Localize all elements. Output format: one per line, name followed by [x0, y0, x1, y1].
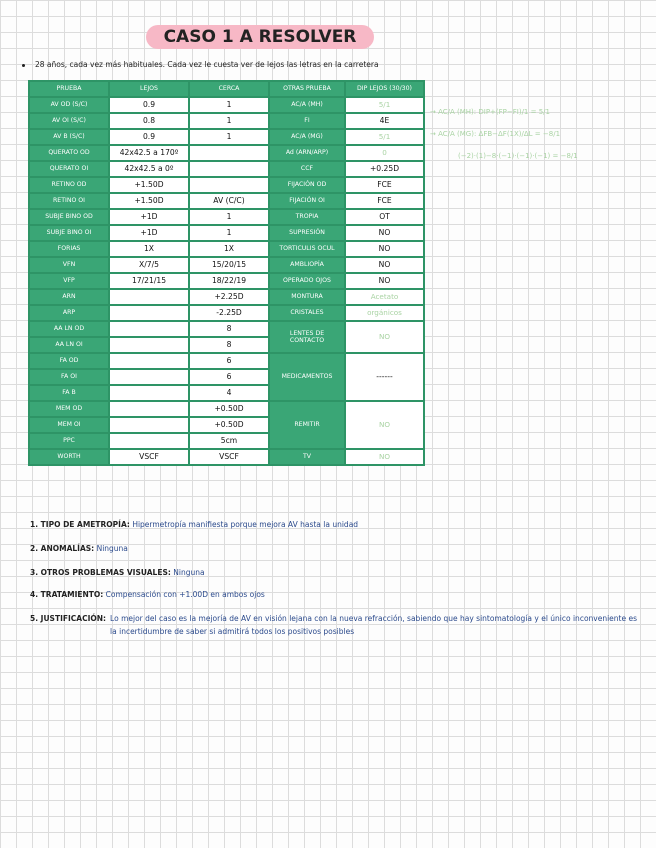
- question-answer: Hipermetropía manifiesta porque mejora AV hasta la unidad: [132, 520, 359, 529]
- row-label: VFP: [29, 273, 109, 289]
- cerca-value: 6: [189, 369, 269, 385]
- header-lejos: LEJOS: [109, 81, 189, 97]
- row-label: SUBJE BINO OI: [29, 225, 109, 241]
- cerca-value: 1: [189, 129, 269, 145]
- otras-value: FCE: [345, 177, 424, 193]
- otras-value: NO: [345, 241, 424, 257]
- cerca-value: AV (C/C): [189, 193, 269, 209]
- remitir-label: REMITIR: [269, 401, 345, 449]
- exam-table: [28, 80, 425, 466]
- otras-label: CRISTALES: [269, 305, 345, 321]
- otras-label: MONTURA: [269, 289, 345, 305]
- row-label: WORTH: [29, 449, 109, 465]
- lejos-value: +1.50D: [109, 177, 189, 193]
- cerca-value: 15/20/15: [189, 257, 269, 273]
- row-label: ARP: [29, 305, 109, 321]
- note-line: (−2)·(1)−8·(−1)·(−1)·(−1) = −8/1: [458, 152, 578, 160]
- lejos-value: 0.9: [109, 129, 189, 145]
- row-label: QUERATO OD: [29, 145, 109, 161]
- header-prueba: PRUEBA: [29, 81, 109, 97]
- cerca-value: 4: [189, 385, 269, 401]
- lejos-value: [109, 433, 189, 449]
- otras-label: OPERADO OJOS: [269, 273, 345, 289]
- otras-label: TORTICULIS OCUL: [269, 241, 345, 257]
- row-label: FA OI: [29, 369, 109, 385]
- row-label: RETINO OI: [29, 193, 109, 209]
- question-label: 1. TIPO DE AMETROPÍA:: [30, 520, 130, 529]
- otras-value: Acetato: [345, 289, 424, 305]
- question-item: [30, 612, 640, 638]
- otras-value: FCE: [345, 193, 424, 209]
- row-label: PPC: [29, 433, 109, 449]
- lejos-value: 17/21/15: [109, 273, 189, 289]
- lejos-value: 0.9: [109, 97, 189, 113]
- row-label: AV OI (S/C): [29, 113, 109, 129]
- bullet-icon: [22, 64, 25, 67]
- question-answer: Ninguna: [173, 568, 205, 577]
- otras-value: NO: [345, 257, 424, 273]
- header-dip-lejos: DIP LEJOS (30/30): [345, 81, 424, 97]
- otras-label: FIJACIÓN OD: [269, 177, 345, 193]
- lejos-value: [109, 337, 189, 353]
- question-label: 2. ANOMALÍAS:: [30, 544, 95, 553]
- question-label: 4. TRATAMIENTO:: [30, 590, 104, 599]
- row-label: AV B (S/C): [29, 129, 109, 145]
- tv-value: NO: [345, 449, 424, 465]
- cerca-value: 1X: [189, 241, 269, 257]
- cerca-value: 1: [189, 113, 269, 129]
- otras-value: 5/1: [345, 97, 424, 113]
- question-item: [30, 590, 265, 599]
- otras-value: +0.25D: [345, 161, 424, 177]
- lejos-value: 1X: [109, 241, 189, 257]
- cerca-value: [189, 161, 269, 177]
- intro-text: 28 años, cada vez más habituales. Cada vez le cuesta ver de lejos las letras en la carretera: [35, 60, 379, 69]
- otras-label: CCF: [269, 161, 345, 177]
- row-label: AV OD (S/C): [29, 97, 109, 113]
- question-answer: Lo mejor del caso es la mejoría de AV en visión lejana con la nueva refracción, sabiendo que hay sintomatología y el único inconveniente es la incertidumbre de saber si admitirá todos los positivos posibles: [110, 614, 637, 636]
- cerca-value: [189, 177, 269, 193]
- question-item: [30, 520, 358, 529]
- lejos-value: [109, 353, 189, 369]
- cerca-value: VSCF: [189, 449, 269, 465]
- otras-label: AC/A (MG): [269, 129, 345, 145]
- lejos-value: VSCF: [109, 449, 189, 465]
- otras-label: AC/A (MH): [269, 97, 345, 113]
- cerca-value: 8: [189, 337, 269, 353]
- lejos-value: 42x42.5 a 0º: [109, 161, 189, 177]
- row-label: AA LN OD: [29, 321, 109, 337]
- otras-label: SUPRESIÓN: [269, 225, 345, 241]
- cerca-value: 1: [189, 209, 269, 225]
- medicamentos-label: MEDICAMENTOS: [269, 353, 345, 401]
- otras-label: Ad (ARN/ARP): [269, 145, 345, 161]
- header-cerca: CERCA: [189, 81, 269, 97]
- lejos-value: [109, 385, 189, 401]
- lejos-value: [109, 305, 189, 321]
- row-label: FA OD: [29, 353, 109, 369]
- cerca-value: [189, 145, 269, 161]
- otras-value: OT: [345, 209, 424, 225]
- otras-label: FI: [269, 113, 345, 129]
- cerca-value: -2.25D: [189, 305, 269, 321]
- header-otras-pruebas: OTRAS PRUEBA: [269, 81, 345, 97]
- otras-label: TROPIA: [269, 209, 345, 225]
- lejos-value: X/7/5: [109, 257, 189, 273]
- row-label: RETINO OD: [29, 177, 109, 193]
- row-label: MEM OI: [29, 417, 109, 433]
- page-title: CASO 1 A RESOLVER: [146, 25, 374, 49]
- lejos-value: 42x42.5 a 170º: [109, 145, 189, 161]
- row-label: SUBJE BINO OD: [29, 209, 109, 225]
- cerca-value: 8: [189, 321, 269, 337]
- lejos-value: [109, 321, 189, 337]
- lejos-value: [109, 401, 189, 417]
- row-label: AA LN OI: [29, 337, 109, 353]
- remitir-value: NO: [345, 401, 424, 449]
- lejos-value: [109, 417, 189, 433]
- otras-value: 4E: [345, 113, 424, 129]
- lentes-label: LENTES DE CONTACTO: [269, 321, 345, 353]
- row-label: FA B: [29, 385, 109, 401]
- cerca-value: +2.25D: [189, 289, 269, 305]
- tv-label: TV: [269, 449, 345, 465]
- row-label: ARN: [29, 289, 109, 305]
- cerca-value: 5cm: [189, 433, 269, 449]
- row-label: MEM OD: [29, 401, 109, 417]
- lejos-value: 0.8: [109, 113, 189, 129]
- row-label: VFN: [29, 257, 109, 273]
- otras-label: FIJACIÓN OI: [269, 193, 345, 209]
- lejos-value: [109, 369, 189, 385]
- cerca-value: 18/22/19: [189, 273, 269, 289]
- lentes-value: NO: [345, 321, 424, 353]
- otras-value: 0: [345, 145, 424, 161]
- question-answer: Compensación con +1.00D en ambos ojos: [105, 590, 265, 599]
- cerca-value: 1: [189, 225, 269, 241]
- cerca-value: +0.50D: [189, 417, 269, 433]
- cerca-value: 1: [189, 97, 269, 113]
- medicamentos-value: ------: [345, 353, 424, 401]
- lejos-value: [109, 289, 189, 305]
- otras-label: AMBLIOPÍA: [269, 257, 345, 273]
- question-item: [30, 568, 205, 577]
- cerca-value: +0.50D: [189, 401, 269, 417]
- case-intro: [22, 60, 379, 69]
- row-label: FORIAS: [29, 241, 109, 257]
- question-item: [30, 544, 128, 553]
- note-line: → AC/A (MH): DIP+(FP−FI)/1 = 5/1: [430, 108, 550, 116]
- otras-value: NO: [345, 225, 424, 241]
- question-label: 5. JUSTIFICACIÓN:: [30, 614, 107, 623]
- note-line: → AC/A (MG): ΔFB−ΔF(1X)/ΔL = −8/1: [430, 130, 561, 138]
- question-label: 3. OTROS PROBLEMAS VISUALES:: [30, 568, 171, 577]
- cerca-value: 6: [189, 353, 269, 369]
- otras-value: orgánicos: [345, 305, 424, 321]
- otras-value: 5/1: [345, 129, 424, 145]
- question-answer: Ninguna: [96, 544, 128, 553]
- row-label: QUERATO OI: [29, 161, 109, 177]
- lejos-value: +1D: [109, 209, 189, 225]
- lejos-value: +1D: [109, 225, 189, 241]
- otras-value: NO: [345, 273, 424, 289]
- lejos-value: +1.50D: [109, 193, 189, 209]
